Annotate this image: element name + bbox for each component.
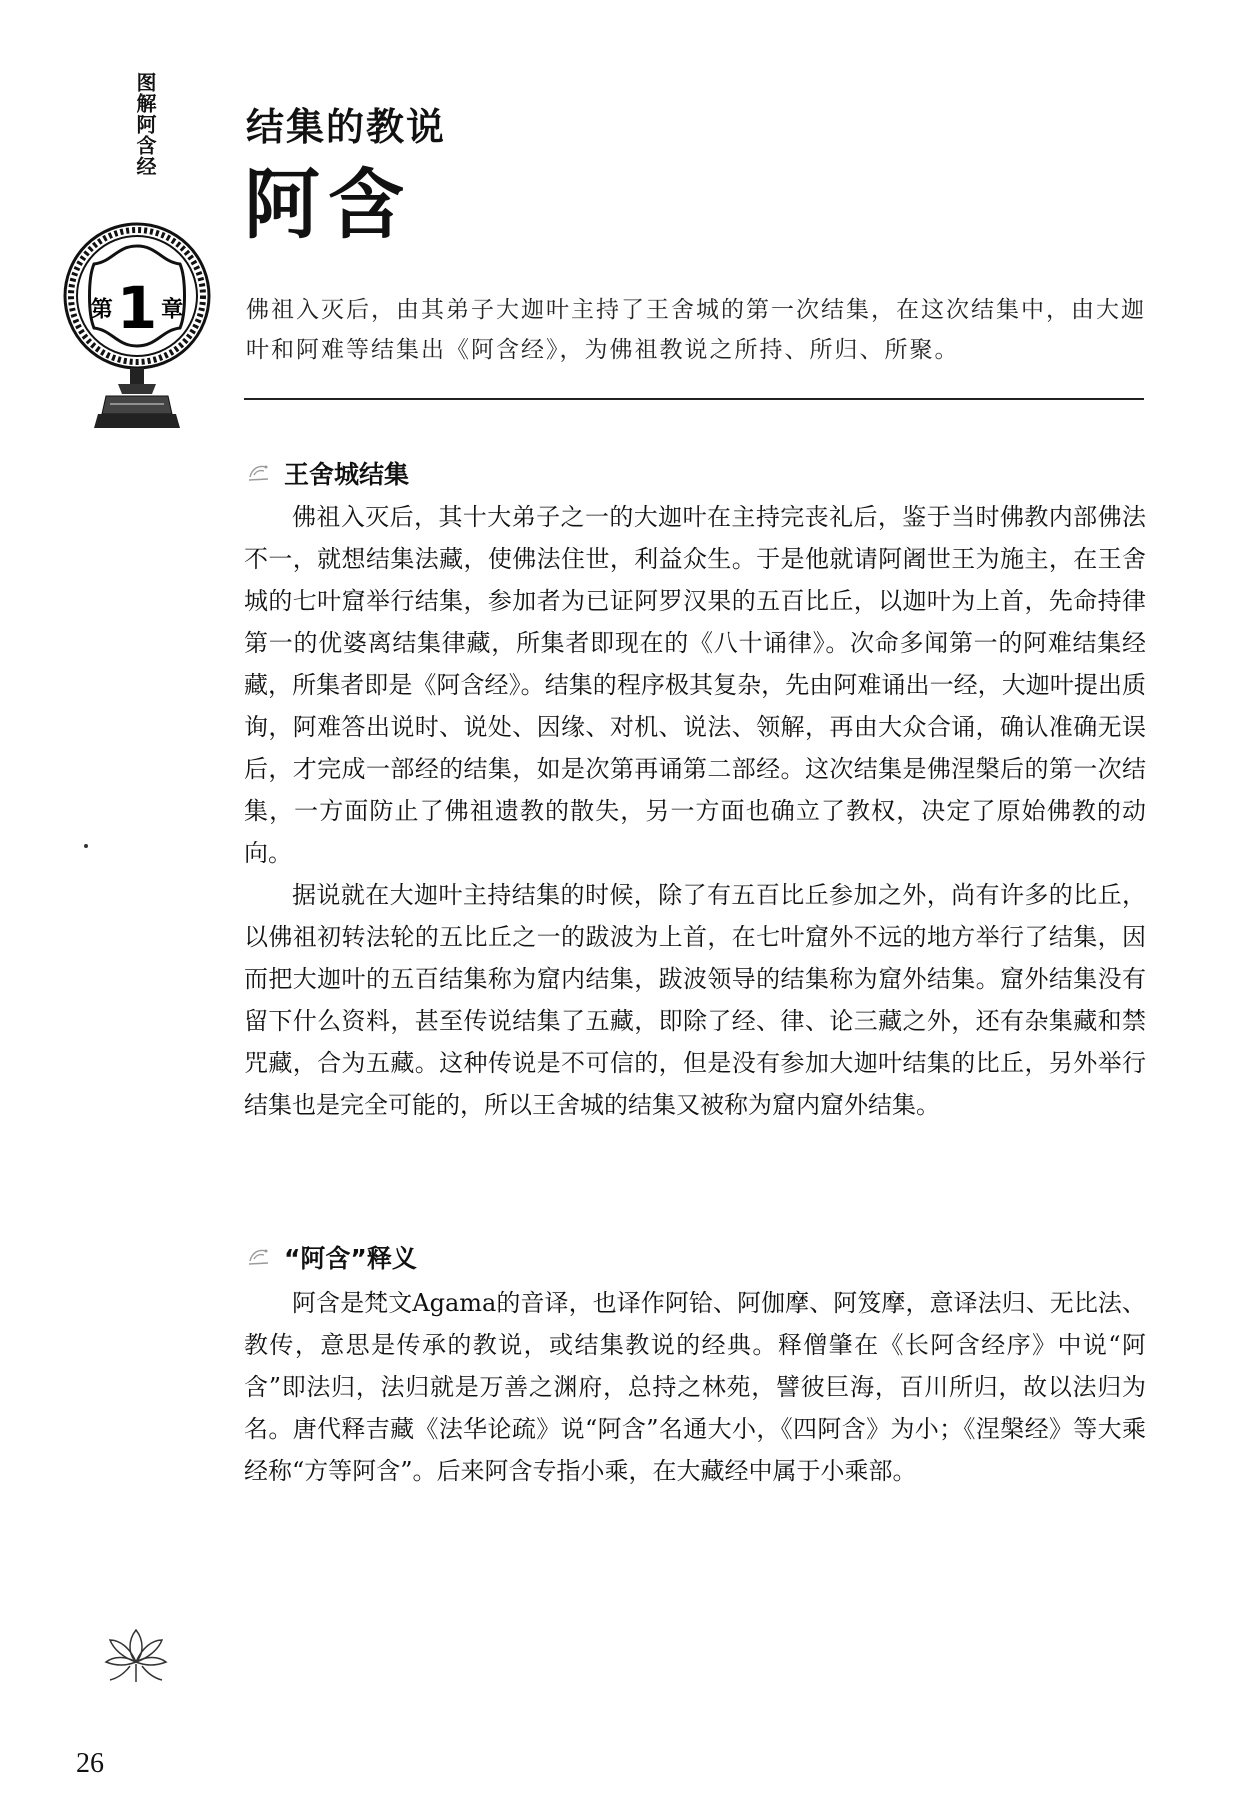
chapter-subtitle: 结集的教说 <box>246 105 447 149</box>
summary-divider <box>244 398 1144 400</box>
ornament-icon <box>246 461 272 483</box>
paragraph: 据说就在大迦叶主持结集的时候，除了有五百比丘参加之外，尚有许多的比丘，以佛祖初转法轮的五比丘之一的跋波为上首，在七叶窟外不远的地方举行了结集，因而把大迦叶的五百结集称为窟内结集，跋波领导的结集称为窟外结集。窟外结集没有留下什么资料，甚至传说结集了五藏，即除了经、律、论三藏之外，还有杂集藏和禁咒藏，合为五藏。这种传说是不可信的，但是没有参加大迦叶结集的比丘，另外举行结集也是完全可能的，所以王舍城的结集又被称为窟内窟外结集。 <box>244 881 1146 1119</box>
section-body-ahan-meaning <box>244 1282 1146 1492</box>
ornament-icon <box>246 1245 272 1267</box>
chapter-suffix: 章 <box>161 297 184 323</box>
chapter-badge <box>62 218 212 440</box>
chapter-label <box>62 274 212 342</box>
chapter-number: 1 <box>116 274 158 342</box>
section-heading-ahan-meaning <box>246 1242 417 1274</box>
book-title-vertical: 图解阿含经 <box>133 72 157 177</box>
section-body-wangshecheng <box>244 496 1146 1126</box>
chapter-summary: 佛祖入灭后，由其弟子大迦叶主持了王舍城的第一次结集，在这次结集中，由大迦叶和阿难等结集出《阿含经》，为佛祖教说之所持、所归、所聚。 <box>246 297 1146 363</box>
section-heading-wangshecheng <box>246 458 409 490</box>
section-heading-label: “阿含”释义 <box>284 1244 417 1273</box>
print-speck <box>84 844 88 848</box>
chapter-prefix: 第 <box>90 297 113 323</box>
paragraph: 阿含是梵文Agama的音译，也译作阿铪、阿伽摩、阿笈摩，意译法归、无比法、教传，意思是传承的教说，或结集教说的经典。释僧肇在《长阿含经序》中说“阿含”即法归，法归就是万善之渊府，总持之林苑，譬彼巨海，百川所归，故以法归为名。唐代释吉藏《法华论疏》说“阿含”名通大小，《四阿含》为小；《涅槃经》等大乘经称“方等阿含”。后来阿含专指小乘，在大藏经中属于小乘部。 <box>244 1289 1146 1485</box>
chapter-title: 阿含 <box>244 160 412 249</box>
page-number: 26 <box>76 1748 104 1779</box>
section-heading-label: 王舍城结集 <box>284 460 410 489</box>
paragraph: 佛祖入灭后，其十大弟子之一的大迦叶在主持完丧礼后，鉴于当时佛教内部佛法不一，就想结集法藏，使佛法住世，利益众生。于是他就请阿阇世王为施主，在王舍城的七叶窟举行结集，参加者为已证阿罗汉果的五百比丘，以迦叶为上首，先命持律第一的优婆离结集律藏，所集者即现在的《八十诵律》。次命多闻第一的阿难结集经藏，所集者即是《阿含经》。结集的程序极其复杂，先由阿难诵出一经，大迦叶提出质询，阿难答出说时、说处、因缘、对机、说法、领解，再由大众合诵，确认准确无误后，才完成一部经的结集，如是次第再诵第二部经。这次结集是佛涅槃后的第一次结集，一方面防止了佛祖遗教的散失，另一方面也确立了教权，决定了原始佛教的动向。 <box>244 503 1146 867</box>
lotus-flower-icon <box>100 1622 172 1686</box>
